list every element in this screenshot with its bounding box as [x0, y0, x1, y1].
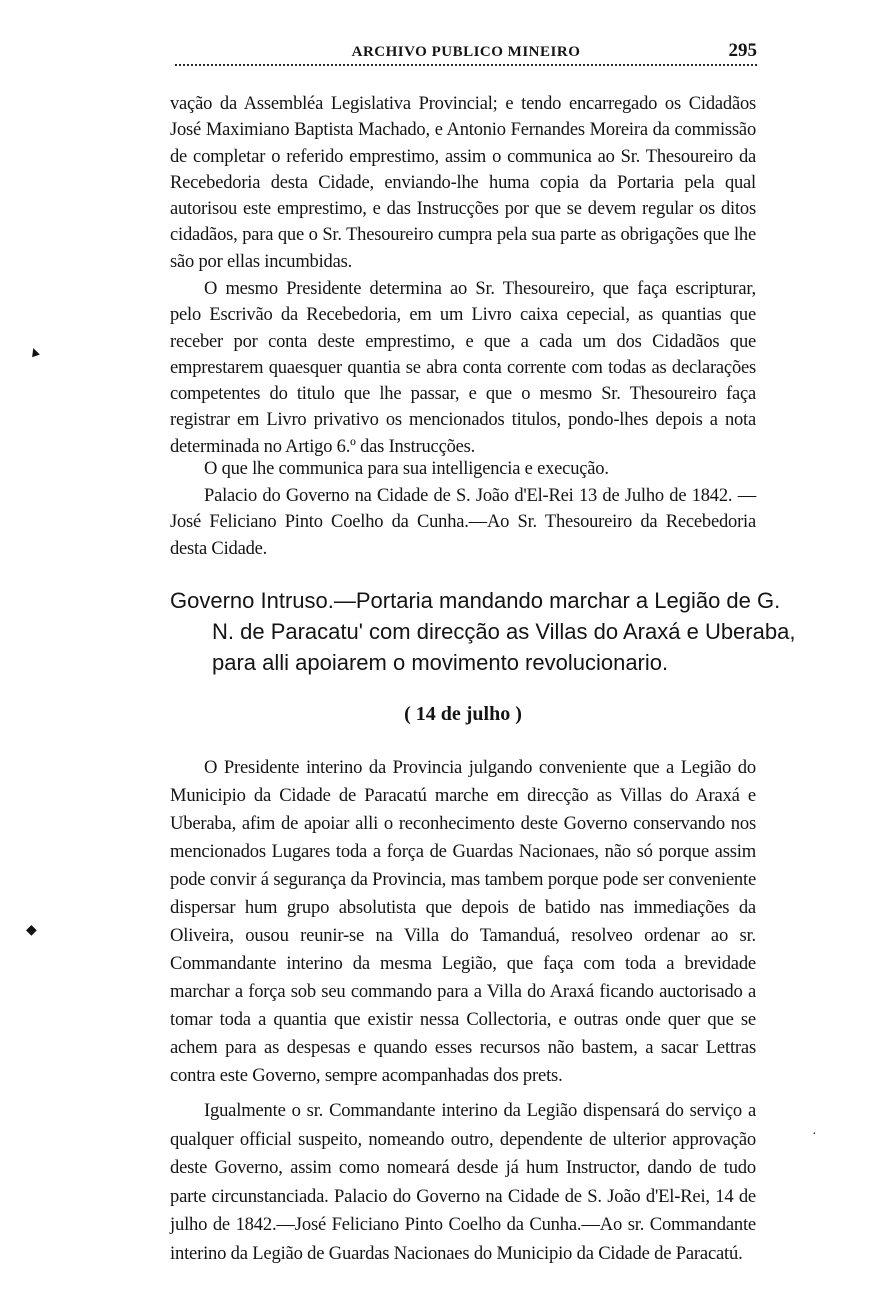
margin-ink-mark: ·: [812, 1127, 817, 1142]
page-number: 295: [728, 40, 757, 61]
body-paragraph-2: Igualmente o sr. Commandante interino da Legião dispensará do serviço a qualquer official suspeito, nomeando outro, dependente de ulterior approvação deste Governo, assim como nomeará desde já hum Instructor, dando de tudo parte circunstanciada. Palacio do Governo na Cidade de S. João d'El-Rei, 14 de julho de 1842.—José Feliciano Pinto Coelho da Cunha.—Ao sr. Commandante interino da Legião de Guardas Nacionaes do Municipio da Cidade de Paracatú.: [170, 1100, 756, 1264]
body-paragraph-1: O Presidente interino da Provincia julgando conveniente que a Legião do Municipio da Cidade de Paracatú marche em direcção as Villas do Araxá e Uberaba, afim de apoiar alli o reconhecimento deste Governo conservando nos mencionados Lugares toda a força de Guardas Nacionaes, não só porque assim pode convir á segurança da Provincia, mas tambem porque pode ser conveniente dispersar hum grupo absolutista que depois de batido nas immediações da Oliveira, ousou reunir-se na Villa do Tamanduá, resolveo ordenar ao sr. Commandante interino da mesma Legião, que faça com toda a brevidade marchar a força sob seu commando para a Villa do Araxá ficando auctorisado a tomar toda a quantia que existir nessa Collectoria, e outras onde quer que se achem para as despesas e quando esses recursos não bastem, a sacar Lettras contra este Governo, sempre acompanhadas dos prets.: [170, 757, 756, 1086]
margin-ink-mark: ◆: [26, 923, 37, 938]
previous-paragraph-3: O que lhe communica para sua intelligencia e execução.: [204, 459, 609, 479]
previous-paragraph-1: vação da Assembléa Legislativa Provincial; e tendo encarregado os Cidadãos José Maximiano Baptista Machado, e Antonio Fernandes Moreira da commissão de completar o referido emprestimo, assim o communica ao Sr. Thesoureiro da Recebedoria desta Cidade, enviando-lhe huma copia da Portaria pela qual autorisou este emprestimo, e das Instrucções por que se devem regular os ditos cidadãos, para que o Sr. Thesoureiro cumpra pela sua parte as obrigações que lhe são por ellas incumbidas.: [170, 94, 756, 272]
section-date: ( 14 de julho ): [404, 703, 522, 725]
previous-signature: Palacio do Governo na Cidade de S. João d'El-Rei 13 de Julho de 1842. —José Feliciano Pinto Coelho da Cunha.—Ao Sr. Thesoureiro da Recebedoria desta Cidade.: [170, 486, 756, 559]
header-title: ARCHIVO PUBLICO MINEIRO: [351, 44, 581, 60]
previous-paragraph-2: O mesmo Presidente determina ao Sr. Thesoureiro, que faça escripturar, pelo Escrivão da Recebedoria, em um Livro caixa cepecial, as quantias que receber por conta deste emprestimo, e que a cada um dos Cidadãos que emprestarem quaesquer quantia se abra conta corrente com todas as declarações competentes do titulo que lhe passar, e que o mesmo Sr. Thesoureiro faça registrar em Livro privativo os mencionados titulos, pondo-lhes depois a nota determinada no Artigo 6.º das Instrucções.: [170, 279, 756, 457]
running-header: [175, 36, 757, 76]
margin-ink-mark: ▲: [25, 343, 44, 362]
section-title: Governo Intruso.—Portaria mandando marchar a Legião de G. N. de Paracatu' com direcção as Villas do Araxá e Uberaba, para alli apoiarem o movimento revolucionario.: [170, 588, 796, 675]
header-rule: [175, 64, 757, 66]
